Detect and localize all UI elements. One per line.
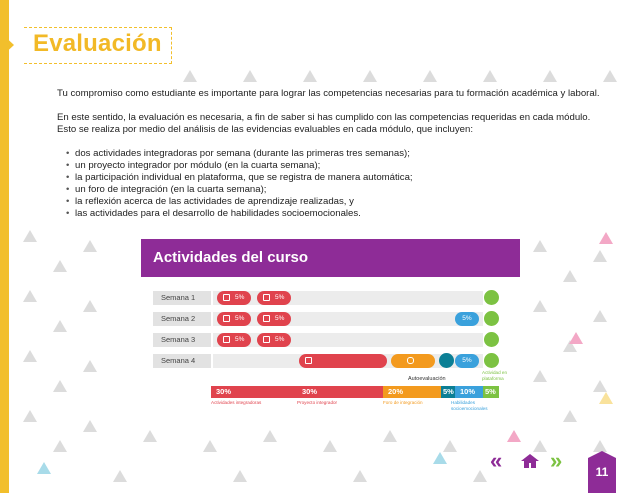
activity-pill: 5% <box>217 333 251 347</box>
bullet-icon: • <box>66 184 70 196</box>
socioemotional-pill: 5% <box>455 312 479 326</box>
bullet-icon: • <box>66 196 70 208</box>
week-row <box>213 291 483 305</box>
double-chevron-right-icon[interactable]: » <box>550 448 563 473</box>
bar-segment-socioemotional: 10% <box>455 386 483 398</box>
platform-activity-dot <box>484 332 499 347</box>
left-accent-bar <box>0 0 9 493</box>
platform-activity-dot <box>484 290 499 305</box>
edit-icon <box>223 336 230 343</box>
activity-pill: 5% <box>217 312 251 326</box>
activity-pill: 5% <box>257 333 291 347</box>
evaluation-paragraph-line-2: Esto se realiza por medio del análisis de las evidencias evaluables en cada módulo, que incluyen: <box>57 124 473 135</box>
edit-icon <box>223 294 230 301</box>
platform-activity-dot <box>484 353 499 368</box>
activity-pill: 5% <box>257 291 291 305</box>
edit-icon <box>223 315 230 322</box>
week-label: Semana 2 <box>153 312 211 326</box>
list-item: • la reflexión acerca de las actividades de aprendizaje realizadas, y <box>66 196 354 208</box>
bar-label-socioemotional: Habilidades socioemocionales <box>451 400 488 411</box>
figure-header <box>141 239 520 277</box>
evaluation-paragraph-line-1: En este sentido, la evaluación es necesaria, a fin de saber si has cumplido con las competencias requeridas en cada módulo. <box>57 112 591 123</box>
intro-paragraph: Tu compromiso como estudiante es importante para lograr las competencias necesarias para tu formación académica y laboral. <box>57 88 600 99</box>
bullet-icon: • <box>66 172 70 184</box>
edit-icon <box>263 336 270 343</box>
bullet-icon: • <box>66 160 70 172</box>
edit-icon <box>305 357 312 364</box>
integrator-project-pill <box>299 354 387 368</box>
bar-segment-self-evaluation: 5% <box>443 387 454 396</box>
bar-label-forum: Foro de integración <box>383 400 423 405</box>
double-chevron-left-icon[interactable]: « <box>490 448 503 473</box>
bar-segment-activities: 30% <box>211 386 297 398</box>
home-icon[interactable] <box>520 453 540 469</box>
bar-segment-platform: 5% <box>483 386 499 398</box>
evidence-list <box>66 148 413 221</box>
list-item: • dos actividades integradoras por semana (durante las primeras tres semanas); <box>66 148 410 159</box>
chat-icon <box>407 357 414 364</box>
course-activities-figure <box>141 239 520 411</box>
bar-segment-project: 30% <box>297 386 383 398</box>
page-number: 11 <box>595 465 609 479</box>
bar-label-project: Proyecto integrador <box>297 400 338 405</box>
forum-pill <box>391 354 435 368</box>
list-item: • la participación individual en plataforma, que se registra de manera automática; <box>66 172 413 184</box>
bar-label-activities: Actividades integradoras <box>211 400 262 405</box>
edit-icon <box>263 315 270 322</box>
list-item: • un foro de integración (en la cuarta semana); <box>66 184 267 196</box>
pencil-icon <box>439 353 454 368</box>
list-item: • las actividades para el desarrollo de habilidades socioemocionales. <box>66 208 361 220</box>
bullet-icon: • <box>66 208 70 220</box>
activity-pill: 5% <box>217 291 251 305</box>
weekly-activity-grid <box>153 289 510 367</box>
bar-segment-forum: 20% <box>383 386 441 398</box>
edit-icon <box>263 294 270 301</box>
week-row <box>213 312 483 326</box>
self-evaluation-label: Autoevaluación <box>408 376 446 382</box>
socioemotional-pill: 5% <box>455 354 479 368</box>
title-marker-arrow <box>0 32 14 58</box>
figure-title: Actividades del curso <box>153 249 309 266</box>
platform-activity-label: Actividad en plataforma <box>482 370 508 381</box>
bullet-icon: • <box>66 148 70 159</box>
week-row <box>213 333 483 347</box>
week-label: Semana 4 <box>153 354 211 368</box>
page-title: Evaluación <box>33 30 162 57</box>
week-label: Semana 3 <box>153 333 211 347</box>
activity-pill: 5% <box>257 312 291 326</box>
week-label: Semana 1 <box>153 291 211 305</box>
platform-activity-dot <box>484 311 499 326</box>
list-item: • un proyecto integrador por módulo (en la cuarta semana); <box>66 160 321 172</box>
